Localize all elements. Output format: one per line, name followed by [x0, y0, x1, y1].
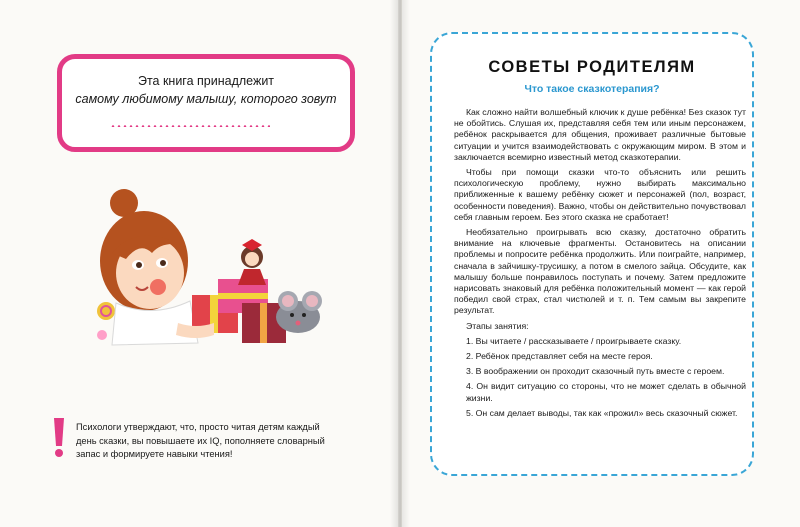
- exclamation-icon: [52, 418, 66, 458]
- owner-line-2: самому любимому малышу, которого зовут: [75, 92, 337, 106]
- owner-inscription-box: [57, 54, 355, 152]
- name-dotted-line: [110, 125, 270, 127]
- left-page: [0, 0, 398, 527]
- owner-line-1: Эта книга принадлежит: [137, 74, 275, 88]
- steps-heading: Этапы занятия:: [466, 320, 529, 331]
- advice-title: СОВЕТЫ РОДИТЕЛЯМ: [488, 58, 696, 76]
- step-item: 2. Ребёнок представляет себя на месте героя.: [466, 351, 653, 362]
- step-item: 1. Вы читаете / рассказываете / проигрываете сказку.: [466, 335, 682, 346]
- advice-paragraph: Чтобы при помощи сказки что-то объяснить или решить психологическую проблему, нужно выбирать максимально приближенные к вашему ребёнку сюжет и персонажей (пол, возраст, особенности поведения). Важно, чтобы он действительно почувствовал себя главным героем. Без этого сказка не сработает!: [454, 167, 746, 222]
- step-item: 4. Он видит ситуацию со стороны, что не может сделать в обычной жизни.: [466, 381, 746, 403]
- step-item: 5. Он сам делает выводы, так как «прожил» весь сказочный сюжет.: [466, 407, 738, 418]
- candy-icon: [97, 330, 107, 340]
- step-item: 3. В воображении он проходит сказочный путь вместе с героем.: [466, 366, 725, 377]
- advice-body: [454, 107, 746, 423]
- girl-with-gifts-illustration: [92, 183, 332, 358]
- tip-line: Психологи утверждают, что, просто читая детям каждый: [76, 422, 320, 432]
- advice-subtitle: Что такое сказкотерапия?: [524, 83, 660, 95]
- psychologist-tip: [76, 421, 376, 462]
- candy-icon: [97, 302, 115, 320]
- parents-advice-box: [430, 32, 754, 476]
- tip-line: запас и формируете навыки чтения!: [76, 449, 233, 459]
- book-spine: [390, 0, 410, 527]
- advice-paragraph: Как сложно найти волшебный ключик к душе ребёнка! Без сказок тут не обойтись. Слушая их, представляя себя тем или иным персонажем, ребёнок раскрывается для общения, проживает различные бытовые ситуации и учится взаимодействовать с окружающим миром. В этом и заключается всемирно известный метод сказкотерапии.: [454, 107, 746, 162]
- tip-line: день сказки, вы повышаете их IQ, пополняете словарный: [76, 435, 325, 446]
- advice-paragraph: Необязательно проигрывать всю сказку, достаточно обратить внимание на ключевые фрагменты. Остановитесь на описании проблемы и попросите ребёнка продолжить. Или поиграйте, например, сначала в зайчишку-трусишку, а потом в смелого зайца. Обсудите, как малышу больше понравилось поступать и почему. Затем предложите нарисовать знаковый для ребёнка положительный момент — как герой победил свой страх, стал чистюлей и т. п. Тем самым вы закрепите результат.: [454, 227, 746, 316]
